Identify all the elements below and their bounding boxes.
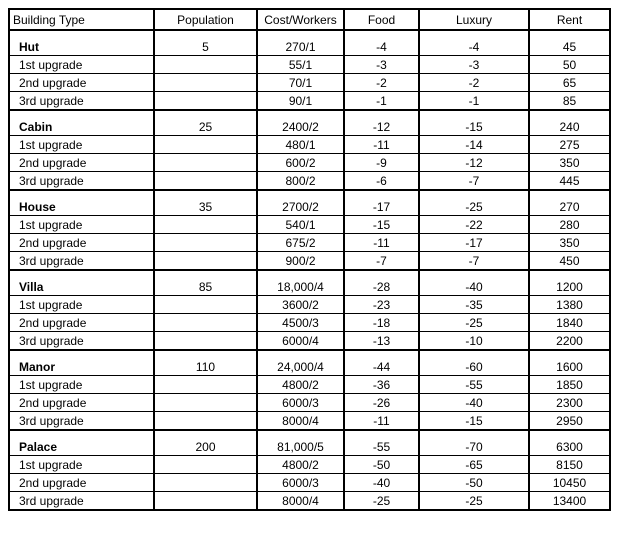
upgrade-row — [9, 474, 610, 492]
luxury-cell: -15 — [419, 412, 529, 431]
rent-cell: 1380 — [529, 296, 610, 314]
upgrade-label: 1st upgrade — [9, 56, 154, 74]
building-name: Cabin — [9, 110, 154, 136]
luxury-cell: -55 — [419, 376, 529, 394]
upgrade-label: 1st upgrade — [9, 456, 154, 474]
population-cell — [154, 332, 257, 351]
population-cell — [154, 412, 257, 431]
building-name: Manor — [9, 350, 154, 376]
upgrade-label: 2nd upgrade — [9, 394, 154, 412]
upgrade-label: 2nd upgrade — [9, 154, 154, 172]
food-cell: -23 — [344, 296, 419, 314]
luxury-cell: -3 — [419, 56, 529, 74]
rent-cell: 6300 — [529, 430, 610, 456]
luxury-cell: -4 — [419, 30, 529, 56]
food-cell: -50 — [344, 456, 419, 474]
header-row — [9, 9, 610, 30]
food-cell: -6 — [344, 172, 419, 191]
header-luxury: Luxury — [419, 9, 529, 30]
luxury-cell: -60 — [419, 350, 529, 376]
population-cell — [154, 172, 257, 191]
cost-workers-cell: 70/1 — [257, 74, 344, 92]
luxury-cell: -40 — [419, 394, 529, 412]
rent-cell: 10450 — [529, 474, 610, 492]
population-cell — [154, 154, 257, 172]
luxury-cell: -15 — [419, 110, 529, 136]
luxury-cell: -25 — [419, 492, 529, 511]
cost-workers-cell: 600/2 — [257, 154, 344, 172]
luxury-cell: -10 — [419, 332, 529, 351]
food-cell: -7 — [344, 252, 419, 271]
food-cell: -12 — [344, 110, 419, 136]
upgrade-row — [9, 154, 610, 172]
upgrade-label: 3rd upgrade — [9, 92, 154, 111]
rent-cell: 2200 — [529, 332, 610, 351]
upgrade-row — [9, 172, 610, 191]
cost-workers-cell: 3600/2 — [257, 296, 344, 314]
food-cell: -28 — [344, 270, 419, 296]
food-cell: -15 — [344, 216, 419, 234]
building-table-body — [9, 9, 610, 510]
building-row — [9, 430, 610, 456]
rent-cell: 45 — [529, 30, 610, 56]
header-building-type: Building Type — [9, 9, 154, 30]
cost-workers-cell: 540/1 — [257, 216, 344, 234]
cost-workers-cell: 270/1 — [257, 30, 344, 56]
population-cell: 110 — [154, 350, 257, 376]
upgrade-row — [9, 376, 610, 394]
food-cell: -13 — [344, 332, 419, 351]
luxury-cell: -25 — [419, 190, 529, 216]
cost-workers-cell: 6000/3 — [257, 394, 344, 412]
luxury-cell: -7 — [419, 252, 529, 271]
building-name: House — [9, 190, 154, 216]
population-cell — [154, 376, 257, 394]
building-row — [9, 110, 610, 136]
rent-cell: 8150 — [529, 456, 610, 474]
luxury-cell: -14 — [419, 136, 529, 154]
population-cell: 25 — [154, 110, 257, 136]
upgrade-row — [9, 234, 610, 252]
rent-cell: 445 — [529, 172, 610, 191]
population-cell — [154, 252, 257, 271]
food-cell: -2 — [344, 74, 419, 92]
upgrade-row — [9, 92, 610, 111]
cost-workers-cell: 480/1 — [257, 136, 344, 154]
population-cell — [154, 474, 257, 492]
rent-cell: 85 — [529, 92, 610, 111]
rent-cell: 450 — [529, 252, 610, 271]
upgrade-label: 1st upgrade — [9, 216, 154, 234]
luxury-cell: -70 — [419, 430, 529, 456]
cost-workers-cell: 4500/3 — [257, 314, 344, 332]
header-food: Food — [344, 9, 419, 30]
population-cell — [154, 216, 257, 234]
upgrade-label: 2nd upgrade — [9, 234, 154, 252]
rent-cell: 65 — [529, 74, 610, 92]
cost-workers-cell: 2700/2 — [257, 190, 344, 216]
upgrade-row — [9, 136, 610, 154]
upgrade-label: 3rd upgrade — [9, 332, 154, 351]
upgrade-label: 3rd upgrade — [9, 492, 154, 511]
upgrade-row — [9, 314, 610, 332]
header-rent: Rent — [529, 9, 610, 30]
cost-workers-cell: 8000/4 — [257, 412, 344, 431]
building-row — [9, 350, 610, 376]
luxury-cell: -17 — [419, 234, 529, 252]
building-name: Palace — [9, 430, 154, 456]
cost-workers-cell: 81,000/5 — [257, 430, 344, 456]
building-row — [9, 190, 610, 216]
cost-workers-cell: 2400/2 — [257, 110, 344, 136]
luxury-cell: -35 — [419, 296, 529, 314]
food-cell: -11 — [344, 412, 419, 431]
upgrade-row — [9, 492, 610, 511]
cost-workers-cell: 800/2 — [257, 172, 344, 191]
rent-cell: 280 — [529, 216, 610, 234]
header-population: Population — [154, 9, 257, 30]
food-cell: -26 — [344, 394, 419, 412]
rent-cell: 13400 — [529, 492, 610, 511]
header-cost-workers: Cost/Workers — [257, 9, 344, 30]
population-cell — [154, 74, 257, 92]
cost-workers-cell: 4800/2 — [257, 456, 344, 474]
building-row — [9, 270, 610, 296]
food-cell: -11 — [344, 136, 419, 154]
upgrade-label: 3rd upgrade — [9, 412, 154, 431]
luxury-cell: -40 — [419, 270, 529, 296]
rent-cell: 1840 — [529, 314, 610, 332]
upgrade-row — [9, 412, 610, 431]
rent-cell: 275 — [529, 136, 610, 154]
cost-workers-cell: 675/2 — [257, 234, 344, 252]
food-cell: -1 — [344, 92, 419, 111]
cost-workers-cell: 24,000/4 — [257, 350, 344, 376]
food-cell: -9 — [344, 154, 419, 172]
population-cell — [154, 456, 257, 474]
population-cell — [154, 492, 257, 511]
population-cell — [154, 56, 257, 74]
rent-cell: 1600 — [529, 350, 610, 376]
upgrade-label: 1st upgrade — [9, 376, 154, 394]
rent-cell: 2950 — [529, 412, 610, 431]
luxury-cell: -12 — [419, 154, 529, 172]
cost-workers-cell: 55/1 — [257, 56, 344, 74]
population-cell — [154, 394, 257, 412]
luxury-cell: -65 — [419, 456, 529, 474]
cost-workers-cell: 18,000/4 — [257, 270, 344, 296]
rent-cell: 240 — [529, 110, 610, 136]
upgrade-label: 1st upgrade — [9, 296, 154, 314]
luxury-cell: -22 — [419, 216, 529, 234]
cost-workers-cell: 4800/2 — [257, 376, 344, 394]
upgrade-row — [9, 216, 610, 234]
luxury-cell: -50 — [419, 474, 529, 492]
population-cell — [154, 136, 257, 154]
food-cell: -36 — [344, 376, 419, 394]
upgrade-row — [9, 74, 610, 92]
population-cell: 35 — [154, 190, 257, 216]
rent-cell: 1200 — [529, 270, 610, 296]
population-cell: 200 — [154, 430, 257, 456]
food-cell: -40 — [344, 474, 419, 492]
luxury-cell: -2 — [419, 74, 529, 92]
building-table — [8, 8, 611, 511]
upgrade-row — [9, 394, 610, 412]
upgrade-label: 2nd upgrade — [9, 474, 154, 492]
cost-workers-cell: 8000/4 — [257, 492, 344, 511]
rent-cell: 2300 — [529, 394, 610, 412]
upgrade-row — [9, 252, 610, 271]
food-cell: -55 — [344, 430, 419, 456]
building-name: Villa — [9, 270, 154, 296]
upgrade-row — [9, 56, 610, 74]
building-name: Hut — [9, 30, 154, 56]
population-cell — [154, 314, 257, 332]
luxury-cell: -1 — [419, 92, 529, 111]
upgrade-label: 3rd upgrade — [9, 252, 154, 271]
rent-cell: 50 — [529, 56, 610, 74]
food-cell: -25 — [344, 492, 419, 511]
building-row — [9, 30, 610, 56]
food-cell: -18 — [344, 314, 419, 332]
luxury-cell: -25 — [419, 314, 529, 332]
food-cell: -44 — [344, 350, 419, 376]
rent-cell: 350 — [529, 234, 610, 252]
upgrade-label: 2nd upgrade — [9, 314, 154, 332]
cost-workers-cell: 900/2 — [257, 252, 344, 271]
population-cell: 5 — [154, 30, 257, 56]
upgrade-row — [9, 296, 610, 314]
upgrade-label: 2nd upgrade — [9, 74, 154, 92]
food-cell: -11 — [344, 234, 419, 252]
cost-workers-cell: 6000/4 — [257, 332, 344, 351]
cost-workers-cell: 90/1 — [257, 92, 344, 111]
population-cell — [154, 296, 257, 314]
population-cell: 85 — [154, 270, 257, 296]
food-cell: -17 — [344, 190, 419, 216]
population-cell — [154, 92, 257, 111]
food-cell: -3 — [344, 56, 419, 74]
cost-workers-cell: 6000/3 — [257, 474, 344, 492]
upgrade-label: 1st upgrade — [9, 136, 154, 154]
upgrade-label: 3rd upgrade — [9, 172, 154, 191]
upgrade-row — [9, 456, 610, 474]
rent-cell: 350 — [529, 154, 610, 172]
luxury-cell: -7 — [419, 172, 529, 191]
population-cell — [154, 234, 257, 252]
rent-cell: 270 — [529, 190, 610, 216]
rent-cell: 1850 — [529, 376, 610, 394]
food-cell: -4 — [344, 30, 419, 56]
upgrade-row — [9, 332, 610, 351]
